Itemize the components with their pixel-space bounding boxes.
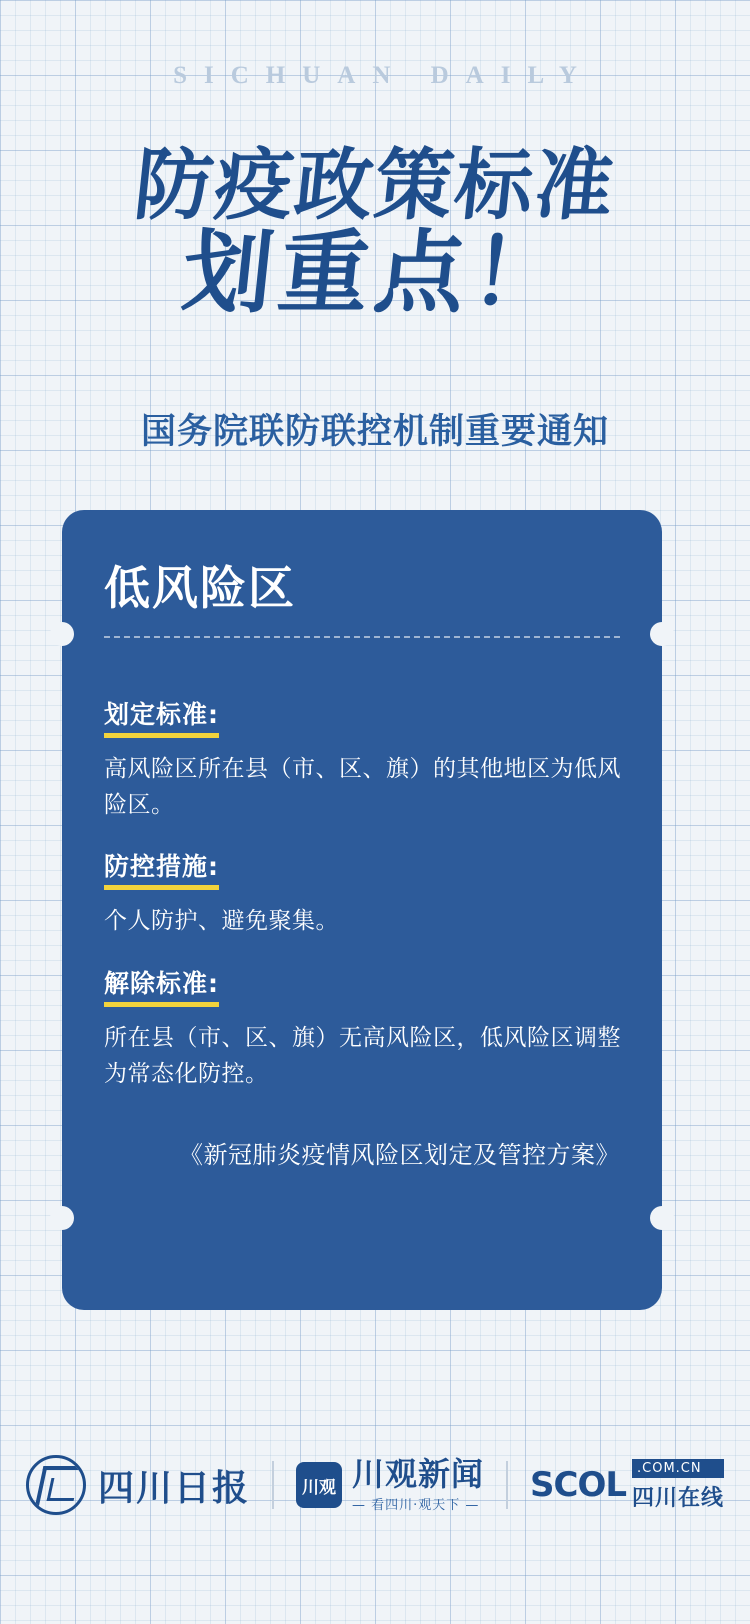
section-release <box>104 964 624 1092</box>
section-label: 解除标准: <box>104 964 219 1007</box>
notch-right-top <box>650 622 674 646</box>
card-body <box>104 695 624 1116</box>
card-source: 《新冠肺炎疫情风险区划定及管控方案》 <box>179 1141 620 1169</box>
logo-sichuan-daily <box>4 1455 272 1515</box>
sichuan-daily-name: 四川日报 <box>97 1466 250 1509</box>
chuanguan-slogan: — 看四川·观天下 — <box>351 1497 480 1513</box>
headline-subtitle: 国务院联防联控机制重要通知 <box>140 412 609 452</box>
section-measures <box>104 847 624 940</box>
scol-domain: .COM.CN <box>632 1459 724 1478</box>
card-title: 低风险区 <box>104 561 296 615</box>
section-label: 划定标准: <box>104 695 219 738</box>
dashed-divider <box>104 636 620 638</box>
chuanguan-badge-icon: 川观 <box>296 1462 342 1508</box>
brand-kicker: SICHUAN DAILY <box>173 62 594 89</box>
headline-line-2: 划重点！ <box>177 221 573 327</box>
section-text: 个人防护、避免聚集。 <box>104 908 339 935</box>
logo-chuanguan-news <box>274 1455 506 1515</box>
notch-left-top <box>50 622 74 646</box>
scol-right <box>632 1459 724 1512</box>
notch-left-bottom <box>50 1206 74 1230</box>
scol-wrap <box>530 1459 724 1512</box>
headline <box>0 141 750 327</box>
footer-logos <box>0 1440 750 1530</box>
sichuan-daily-emblem-icon <box>26 1455 86 1515</box>
logo-scol <box>508 1455 746 1515</box>
scol-chinese-name: 四川在线 <box>632 1485 725 1511</box>
risk-level-card <box>62 510 662 1310</box>
section-text: 所在县（市、区、旗）无高风险区，低风险区调整为常态化防控。 <box>104 1024 621 1087</box>
section-text: 高风险区所在县（市、区、旗）的其他地区为低风险区。 <box>104 756 621 818</box>
chuanguan-name: 川观新闻 <box>351 1454 484 1493</box>
section-criteria <box>104 695 624 823</box>
notch-right-bottom <box>650 1206 674 1230</box>
section-label: 防控措施: <box>104 847 219 890</box>
scol-wordmark: SCOL <box>530 1465 627 1505</box>
chuanguan-text <box>351 1454 484 1513</box>
headline-line-1: 防疫政策标准 <box>130 141 620 231</box>
